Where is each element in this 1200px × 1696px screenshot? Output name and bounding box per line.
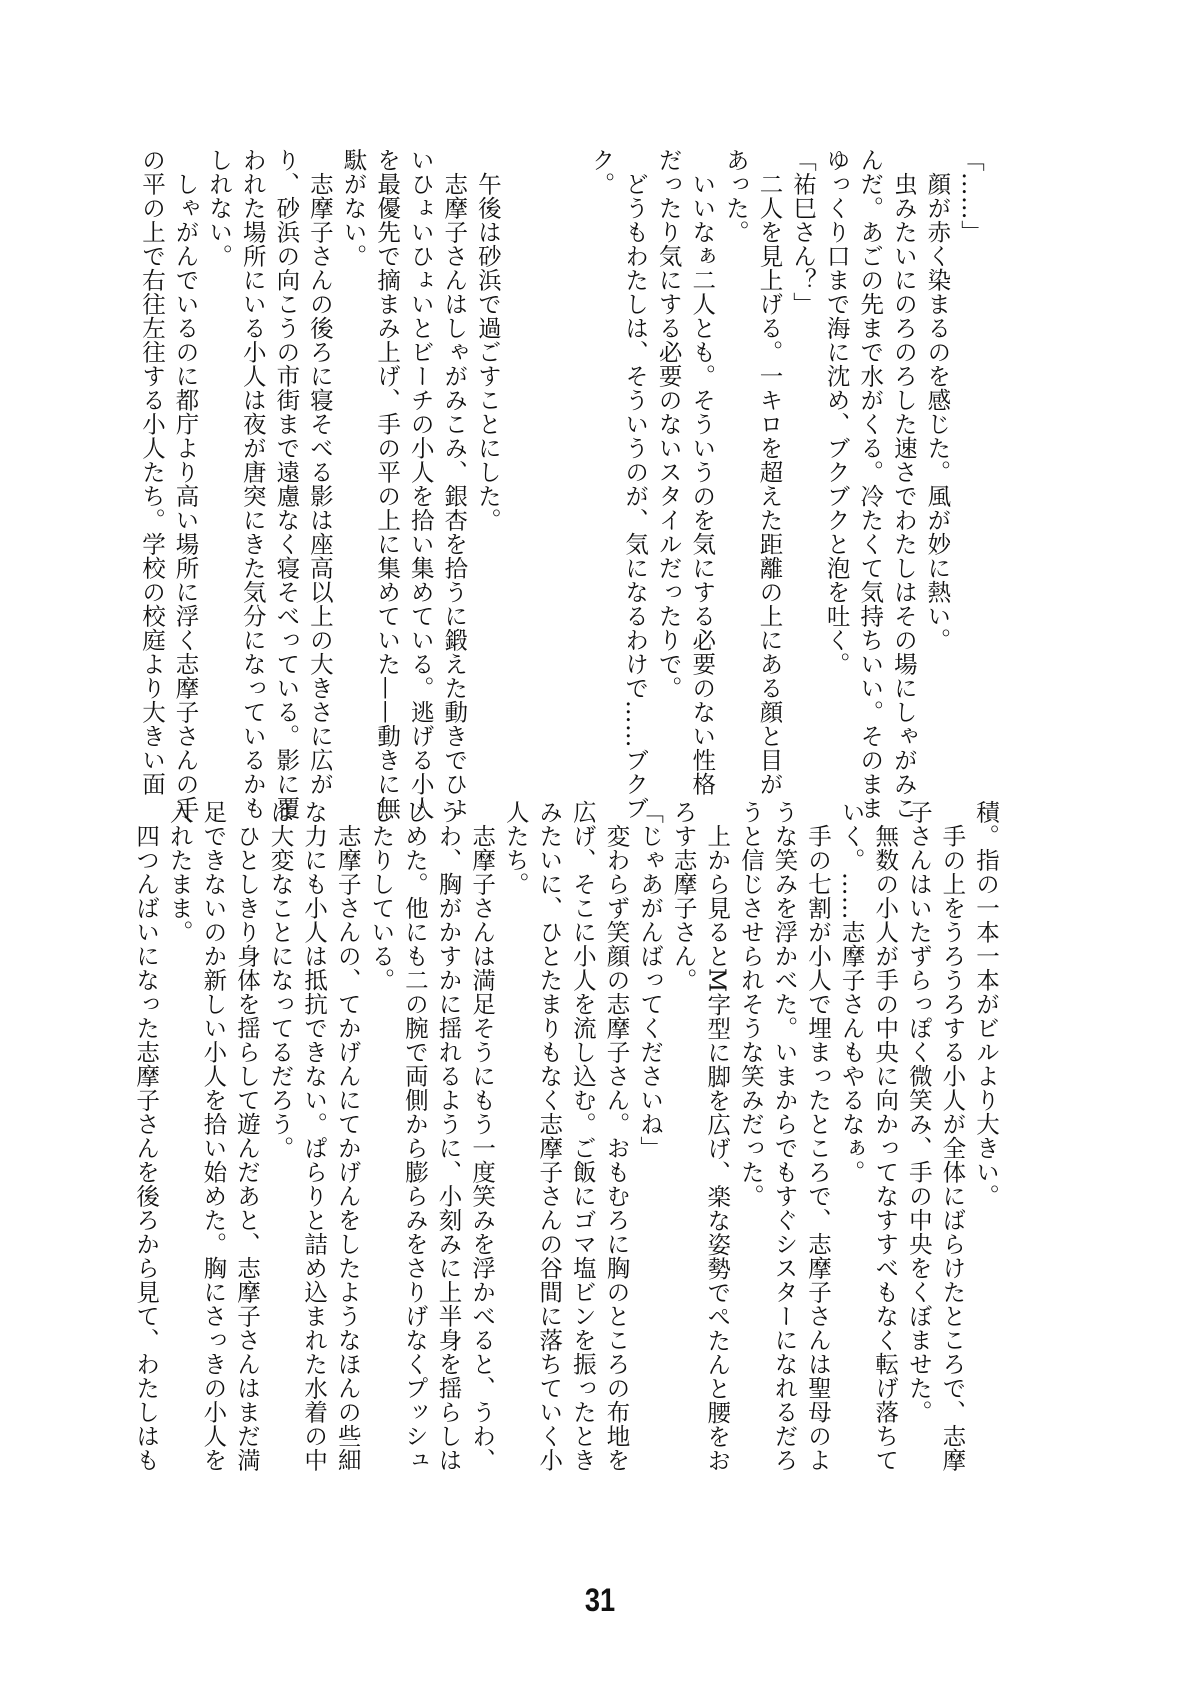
text-line: 二人を見上げる。一キロを超えた距離の上にある顔と目が: [755, 148, 784, 796]
text-line: いひょいひょいとビーチの小人を拾い集めている。逃げる小人: [406, 148, 435, 820]
text-line: を最優先で摘まみ上げ、手の平の上に集めていた——動きに無: [373, 148, 402, 820]
text-line: 顔が赤く染まるのを感じた。風が妙に熱い。: [923, 148, 952, 652]
text-line: しれない。: [205, 148, 234, 268]
text-line: の平の上で右往左往する小人たち。学校の校庭より大きい面: [137, 148, 166, 796]
text-line: うと信じさせられそうな笑みだった。: [736, 800, 765, 1208]
text-line: 「……」: [957, 148, 985, 244]
lower-text-block: [129, 800, 1002, 1473]
text-line: しゃがんでいるのに都庁より高い場所に浮く志摩子さんの手: [171, 148, 200, 820]
text-line: 入れたまま。: [165, 800, 194, 944]
text-line: うな笑みを浮かべた。いまからでもすぐシスターになれるだろ: [770, 800, 799, 1472]
text-line: うわ、胸がかすかに揺れるように、小刻みに上半身を揺らしは: [434, 800, 463, 1472]
text-line: 「祐巳さん？」: [789, 148, 818, 316]
text-line: ゆっくり口まで海に沈め、ブクブクと泡を吐く。: [822, 148, 851, 676]
text-line: 志摩子さんは満足そうにもう一度笑みを浮かべると、うわ、: [468, 800, 497, 1472]
text-line: 積。指の一本一本がビルより大きい。: [972, 800, 1000, 1208]
text-line: な力にも小人は抵抗できない。ぱらりと詰め込まれた水着の中: [300, 800, 329, 1472]
text-line: あった。: [721, 148, 750, 244]
text-line: じめた。他にも二の腕で両側から膨らみをさりげなくプッシュ: [400, 800, 429, 1472]
text-line: 志摩子さんはしゃがみこみ、銀杏を拾うに鍛えた動きでひょ: [440, 148, 469, 820]
text-line: いく。……志摩子さんもやるなぁ。: [837, 800, 866, 1184]
text-line: ひとしきり身体を揺らして遊んだあと、志摩子さんはまだ満: [232, 800, 261, 1472]
text-line: 無数の小人が手の中央に向かってなすすべもなく転げ落ちて: [871, 800, 900, 1472]
text-line: んだ。あごの先まで水がくる。冷たくて気持ちいい。そのまま: [856, 148, 885, 820]
text-line: 人たち。: [501, 800, 530, 896]
text-line: 変わらず笑顔の志摩子さん。おもむろに胸のところの布地を: [602, 800, 631, 1472]
text-line: 手の七割が小人で埋まったところで、志摩子さんは聖母のよ: [804, 800, 833, 1472]
text-line: は大変なことになってるだろう。: [266, 800, 295, 1160]
text-line: みたいに、ひとたまりもなく志摩子さんの谷間に落ちていく小: [535, 800, 564, 1472]
text-line: 四つんばいになった志摩子さんを後ろから見て、わたしはも: [132, 800, 161, 1472]
text-line: どうもわたしは、そういうのが、気になるわけで……ブクブ: [621, 148, 650, 820]
text-line: 上から見るとM字型に脚を広げ、楽な姿勢でぺたんと腰をお: [703, 800, 732, 1473]
text-line: いいなぁ二人とも。そういうのを気にする必要のない性格: [688, 148, 717, 796]
text-line: り、砂浜の向こうの市街まで遠慮なく寝そべっている。影に覆: [272, 148, 301, 820]
text-line: 志摩子さんの後ろに寝そべる影は座高以上の大きさに広が: [305, 148, 334, 796]
text-line: 「じゃあがんばってくださいね」: [636, 800, 665, 1160]
text-line: 手の上をうろうろする小人が全体にばらけたところで、志摩: [938, 800, 967, 1472]
scene-break: [504, 148, 584, 748]
text-line: したりしている。: [367, 800, 396, 992]
text-line: 虫みたいにのろのろした速さでわたしはその場にしゃがみこ: [889, 148, 918, 820]
page-number: 31: [584, 1582, 616, 1618]
upper-text-block: [134, 148, 987, 820]
text-line: ク。: [587, 148, 616, 196]
text-line: 志摩子さんの、てかげんにてかげんをしたようなほんの些細: [333, 800, 362, 1472]
text-line: 足できないのか新しい小人を拾い始めた。胸にさっきの小人を: [199, 800, 228, 1472]
text-line: 駄がない。: [339, 148, 368, 268]
text-line: ろす志摩子さん。: [669, 800, 698, 992]
text-line: 子さんはいたずらっぽく微笑み、手の中央をくぼませた。: [904, 800, 933, 1424]
text-line: われた場所にいる小人は夜が唐突にきた気分になっているかも: [238, 148, 267, 820]
text-line: 広げ、そこに小人を流し込む。ご飯にゴマ塩ビンを振ったとき: [568, 800, 597, 1472]
text-line: だったり気にする必要のないスタイルだったりで。: [654, 148, 683, 700]
text-line: 午後は砂浜で過ごすことにした。: [473, 148, 502, 532]
